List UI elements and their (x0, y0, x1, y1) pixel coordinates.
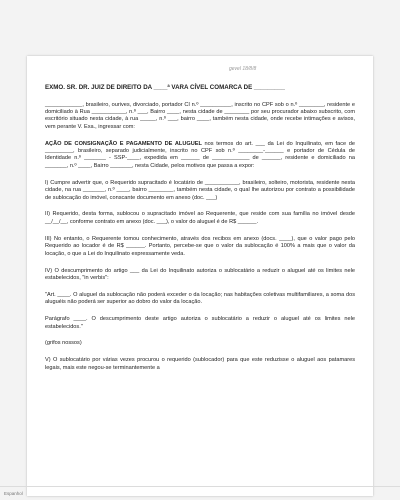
petition-heading: EXMO. SR. DR. JUIZ DE DIREITO DA ____ª VARA CÍVEL COMARCA DE _________ (45, 84, 285, 91)
paragraph-emphasis-note: (grifos nossos) (45, 340, 82, 347)
paragraph-item-3: III) No entanto, o Requerente tomou conhecimento, através dos recibos em anexo (docs. ____), que o valor pago pelo Requerido ao locador é de R$ ______. Portanto, percebe-se que o valor da sublocação é 100% a mais que o valor da locação, o que a Lei do Inquilinato expressamente veda. (45, 235, 355, 257)
paragraph-item-2: II) Requerido, desta forma, sublocou o supracitado imóvel ao Requerente, que reside com sua família no imóvel desde __/__/__, conforme contrato em anexo (doc. ___), o valor do aluguel é de R$ ______. (45, 211, 355, 225)
paragraph-item-5: V) O sublocatário por várias vezes procurou o requerido (sublocador) para que este reduzisse o aluguel aos patamares legais, mais este negou-se terminantemente a (45, 357, 355, 371)
petition-body (45, 84, 355, 382)
paragraph-quote-paragraph: Parágrafo ____. O descumprimento deste artigo autoriza o sublocatário a reduzir o aluguel até os limites nele estabelecidos." (45, 316, 355, 330)
footer-language-label[interactable]: Espanhol (4, 491, 23, 496)
paragraph-qualification: ____________, brasileiro, ourives, divorciado, portador CI n.º __________, inscrito no CPF sob o n.º ________, residente e domiciliado à Rua ___________, n.º ___, Bairro ____, nesta cidade de ________ por seu procurador abaixo subscrito, com escritório situado nesta cidade, à rua _____, n.º ___, bairro ____, também nesta cidade, onde recebe intimações e avisos, vem perante V. Exa., ingressar com: (45, 101, 355, 130)
footer-divider (0, 486, 400, 487)
paragraph-item-1: I) Cumpre advertir que, o Requerido supracitado é locatário de ___________, brasileiro, solteiro, motorista, residente nesta cidade, na rua _______, n.º ____, bairro ________, também nesta cidade, o qual lhe autorizou por contrato a possibilidade de sublocação do imóvel, conscante documento em anexo (doc. ___) (45, 179, 355, 201)
action-text: nos termos do art. ___ da Lei do Inquilinato, em face de _________, brasileiro, separado judicialmente, inscrito no CPF sob n.º ________-______ e portador de Cédula de Identidade n.º _______ - SSP-____, expedida em ______ de ____________ de ______, residente e domiciliado na _______, n.º ____, Bairro _______, nesta Cidade, pelos motivos que passa a expor: (45, 140, 356, 169)
action-title: AÇÃO DE CONSIGNAÇÃO E PAGAMENTO DE ALUGUEL (45, 140, 202, 147)
page-stamp: gevel 18/8/8 (229, 66, 257, 72)
paragraph-action (45, 141, 355, 171)
paragraph-item-4: IV) O descumprimento do artigo ___ da Lei do Inquilinato autoriza o sublocatário a reduzir o aluguel até os limites nele estabelecidos, "in verbis": (45, 267, 355, 281)
paragraph-quote-article: "Art. ____. O aluguel da sublocação não poderá exceder o da locação; nas habitações coletivas multifamiliares, a soma dos aluguéis não poderá ser superior ao dobro do valor da locação. (45, 291, 355, 306)
